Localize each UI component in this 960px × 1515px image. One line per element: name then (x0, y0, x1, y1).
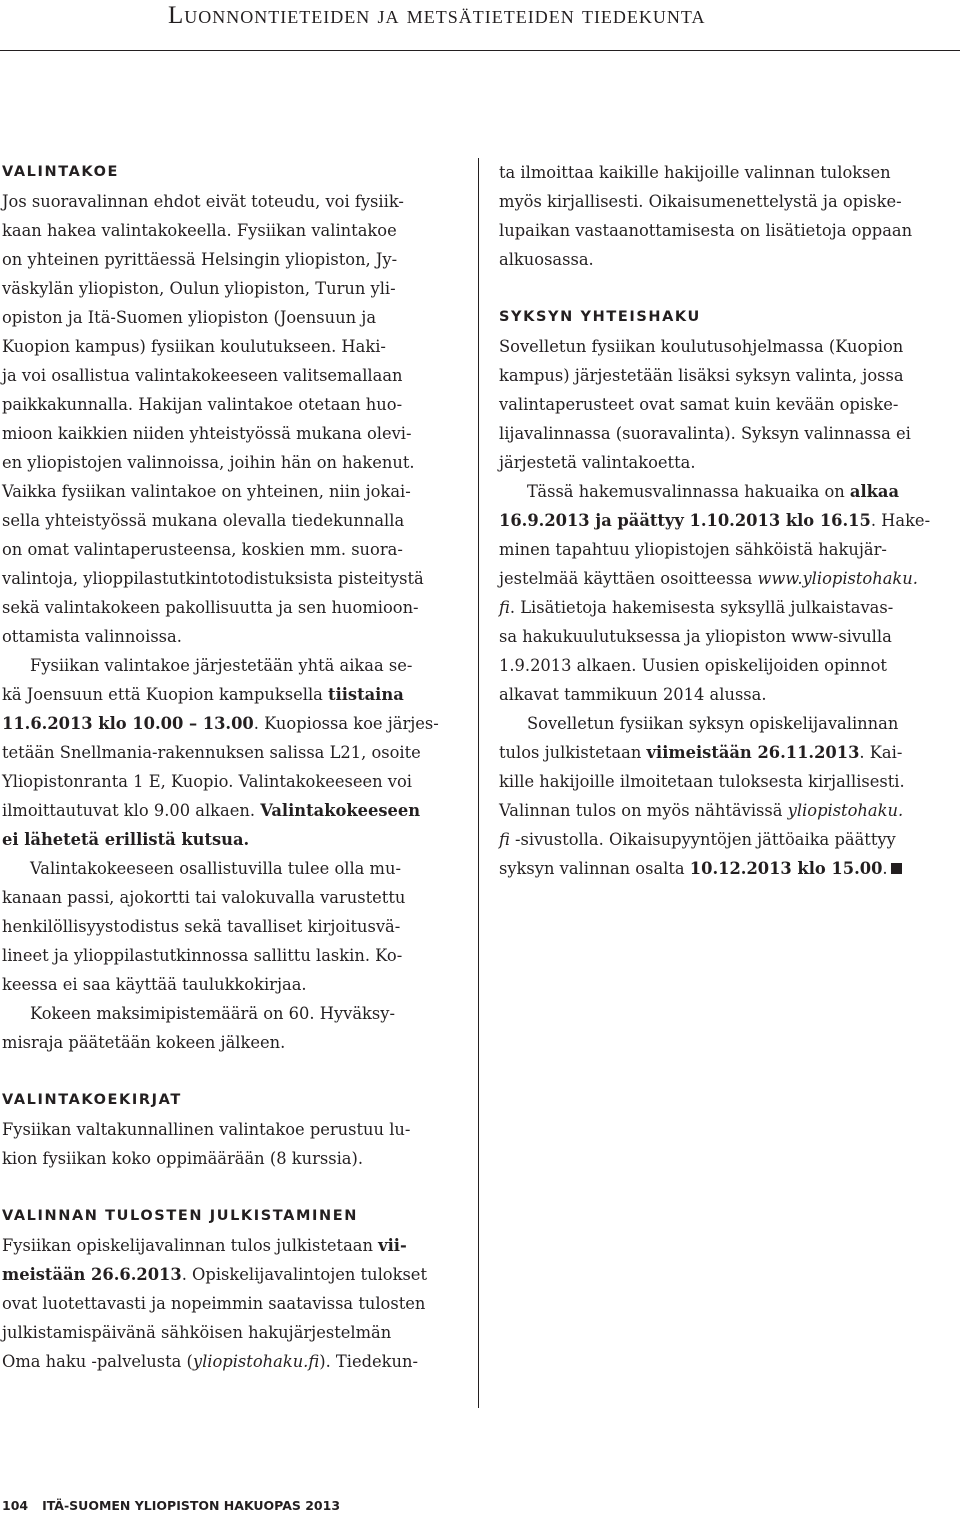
text-line: 1.9.2013 alkaen. Uusien opiskelijoiden opinnot (499, 656, 887, 675)
text-run: . Lisätietoja hakemisesta syksyllä julkaistavas- (509, 598, 894, 617)
application-period: alkaa (849, 482, 900, 501)
text-line: alkuosassa. (499, 250, 594, 269)
text-line: ja voi osallistua valintakokeeseen valitsemallaan (2, 366, 403, 385)
text-line: Yliopistonranta 1 E, Kuopio. Valintakokeeseen voi (2, 772, 412, 791)
text-line: Sovelletun fysiikan syksyn opiskelijavalinnan (527, 714, 899, 733)
exam-date-time: 11.6.2013 klo 10.00 – 13.00 (2, 714, 254, 733)
text-line (2, 796, 460, 825)
text-run: tulos julkistetaan (499, 743, 647, 762)
text-line: en yliopistojen valinnoissa, joihin hän on hakenut. (2, 453, 415, 472)
text-run: . (882, 859, 888, 878)
text-line (499, 564, 957, 593)
text-line: kanaan passi, ajokortti tai valokuvalla varustettu (2, 888, 406, 907)
text-line: ta ilmoittaa kaikille hakijoille valinnan tuloksen (499, 163, 891, 182)
text-line: paikkakunnalla. Hakijan valintakoe otetaan huo- (2, 395, 403, 414)
text-line: mioon kaikkien niiden yhteistyössä mukana olevi- (2, 424, 412, 443)
website-reference: www.yliopistohaku. (757, 569, 918, 588)
valintakoe-paragraph-4 (2, 999, 460, 1057)
right-column (499, 158, 957, 883)
text-line: ovat luotettavasti ja nopeimmin saatavissa tulosten (2, 1294, 426, 1313)
text-line: sekä valintakokeen pakollisuutta ja sen huomioon- (2, 598, 419, 617)
text-line (499, 477, 957, 506)
text-line: kampus) järjestetään lisäksi syksyn valinta, jossa (499, 366, 904, 385)
left-column (2, 158, 460, 1376)
text-line (499, 738, 957, 767)
text-line: Kokeen maksimipistemäärä on 60. Hyväksy- (30, 1004, 395, 1023)
text-run: jestelmää käyttäen osoitteessa (499, 569, 758, 588)
valintakoe-paragraph-1 (2, 187, 460, 651)
text-line: Sovelletun fysiikan koulutusohjelmassa (Kuopion (499, 337, 904, 356)
text-line: lijavalinnassa (suoravalinta). Syksyn valinnassa ei (499, 424, 911, 443)
text-run: . Kai- (859, 743, 903, 762)
section-heading-syksyn-yhteishaku: SYKSYN YHTEISHAKU (499, 309, 701, 325)
text-run: Tässä hakemusvalinnassa hakuaika on (527, 482, 850, 501)
text-line: sa hakukuulutuksessa ja yliopiston www-sivulla (499, 627, 892, 646)
text-line: Kuopion kampus) fysiikan koulutukseen. Haki- (2, 337, 386, 356)
running-header: Luonnontieteiden ja metsätieteiden tiedekunta (168, 2, 706, 29)
text-line (2, 709, 460, 738)
page-number: 104 (2, 1498, 29, 1513)
text-run: -sivustolla. Oikaisupyyntöjen jättöaika päättyy (509, 830, 896, 849)
text-line: Fysiikan valintakoe järjestetään yhtä aikaa se- (30, 656, 413, 675)
end-of-article-square-icon (891, 863, 902, 874)
text-run: . Hake- (870, 511, 931, 530)
text-line: valintaperusteet ovat samat kuin kevään opiske- (499, 395, 899, 414)
text-line (2, 1231, 460, 1260)
exam-day: tiistaina (328, 685, 404, 704)
text-line (2, 680, 460, 709)
text-line: lineet ja ylioppilastutkinnossa sallittu laskin. Ko- (2, 946, 403, 965)
text-line (499, 506, 957, 535)
valintakoe-paragraph-2 (2, 651, 460, 854)
autumn-results-deadline: viimeistään 26.11.2013 (646, 743, 860, 762)
text-line: misraja päätetään kokeen jälkeen. (2, 1033, 286, 1052)
text-run: Valinnan tulos on myös nähtävissä (499, 801, 788, 820)
section-heading-valintakoekirjat: VALINTAKOEKIRJAT (2, 1092, 182, 1108)
no-invitation-note-cont: ei lähetetä erillistä kutsua. (2, 830, 250, 849)
text-line (499, 825, 957, 854)
text-line: Valintakokeeseen osallistuvilla tulee olla mu- (30, 859, 401, 878)
text-line: valintoja, ylioppilastutkintotodistuksista pisteitystä (2, 569, 424, 588)
text-line (499, 593, 957, 622)
text-line: on yhteinen pyrittäessä Helsingin yliopiston, Jy- (2, 250, 398, 269)
website-reference-cont: fi (499, 830, 510, 849)
text-line: on omat valintaperusteensa, koskien mm. suora- (2, 540, 403, 559)
text-line (2, 1347, 460, 1376)
text-run: Oma haku -palvelusta ( (2, 1352, 193, 1371)
valintakoe-paragraph-3 (2, 854, 460, 999)
text-run: syksyn valinnan osalta (499, 859, 690, 878)
appeal-deadline: 10.12.2013 klo 15.00 (689, 859, 883, 878)
text-line: alkavat tammikuun 2014 alussa. (499, 685, 767, 704)
text-run: . Opiskelijavalintojen tulokset (181, 1265, 427, 1284)
text-line (2, 825, 460, 854)
text-line: lupaikan vastaanottamisesta on lisätietoja oppaan (499, 221, 913, 240)
text-run: ilmoittautuvat klo 9.00 alkaen. (2, 801, 261, 820)
section-heading-tulosten-julkistaminen: VALINNAN TULOSTEN JULKISTAMINEN (2, 1208, 358, 1224)
text-line: sella yhteistyössä mukana olevalla tiedekunnalla (2, 511, 405, 530)
text-line: järjestetä valintakoetta. (499, 453, 696, 472)
text-line: henkilöllisyystodistus sekä tavalliset kirjoitusvä- (2, 917, 401, 936)
text-line: ottamista valinnoissa. (2, 627, 182, 646)
publication-title: ITÄ-SUOMEN YLIOPISTON HAKUOPAS 2013 (42, 1498, 341, 1513)
text-line: julkistamispäivänä sähköisen hakujärjestelmän (2, 1323, 392, 1342)
text-run: ). Tiedekun- (319, 1352, 419, 1371)
website-reference: yliopistohaku.fi (192, 1352, 320, 1371)
results-deadline: vii- (378, 1236, 407, 1255)
website-reference-cont: fi (499, 598, 510, 617)
text-line: Fysiikan valtakunnallinen valintakoe perustuu lu- (2, 1120, 411, 1139)
text-line: Vaikka fysiikan valintakoe on yhteinen, niin jokai- (2, 482, 411, 501)
text-line: myös kirjallisesti. Oikaisumenettelystä ja opiske- (499, 192, 902, 211)
results-deadline-cont: meistään 26.6.2013 (2, 1265, 182, 1284)
text-line: kion fysiikan koko oppimäärään (8 kurssia). (2, 1149, 364, 1168)
text-line: minen tapahtuu yliopistojen sähköistä hakujär- (499, 540, 887, 559)
section-heading-valintakoe: VALINTAKOE (2, 164, 120, 180)
text-run: . Kuopiossa koe järjes- (253, 714, 439, 733)
text-run: Fysiikan opiskelijavalinnan tulos julkistetaan (2, 1236, 379, 1255)
text-line: kille hakijoille ilmoitetaan tuloksesta kirjallisesti. (499, 772, 905, 791)
text-line: kaan hakea valintakokeella. Fysiikan valintakoe (2, 221, 397, 240)
column-divider (478, 158, 479, 1408)
text-line: Jos suoravalinnan ehdot eivät toteudu, voi fysiik- (2, 192, 404, 211)
website-reference: yliopistohaku. (787, 801, 904, 820)
page-footer (2, 1498, 340, 1515)
no-invitation-note: Valintakokeeseen (260, 801, 421, 820)
application-period-dates: 16.9.2013 ja päättyy 1.10.2013 klo 16.15 (499, 511, 871, 530)
text-line (499, 796, 957, 825)
text-line: keessa ei saa käyttää taulukkokirjaa. (2, 975, 307, 994)
text-run: kä Joensuun että Kuopion kampuksella (2, 685, 329, 704)
header-rule (0, 50, 960, 51)
text-line (2, 1260, 460, 1289)
text-line: opiston ja Itä-Suomen yliopiston (Joensuun ja (2, 308, 377, 327)
text-line: tetään Snellmania-rakennuksen salissa L21, osoite (2, 743, 421, 762)
text-line: väskylän yliopiston, Oulun yliopiston, Turun yli- (2, 279, 396, 298)
text-line (499, 854, 957, 883)
